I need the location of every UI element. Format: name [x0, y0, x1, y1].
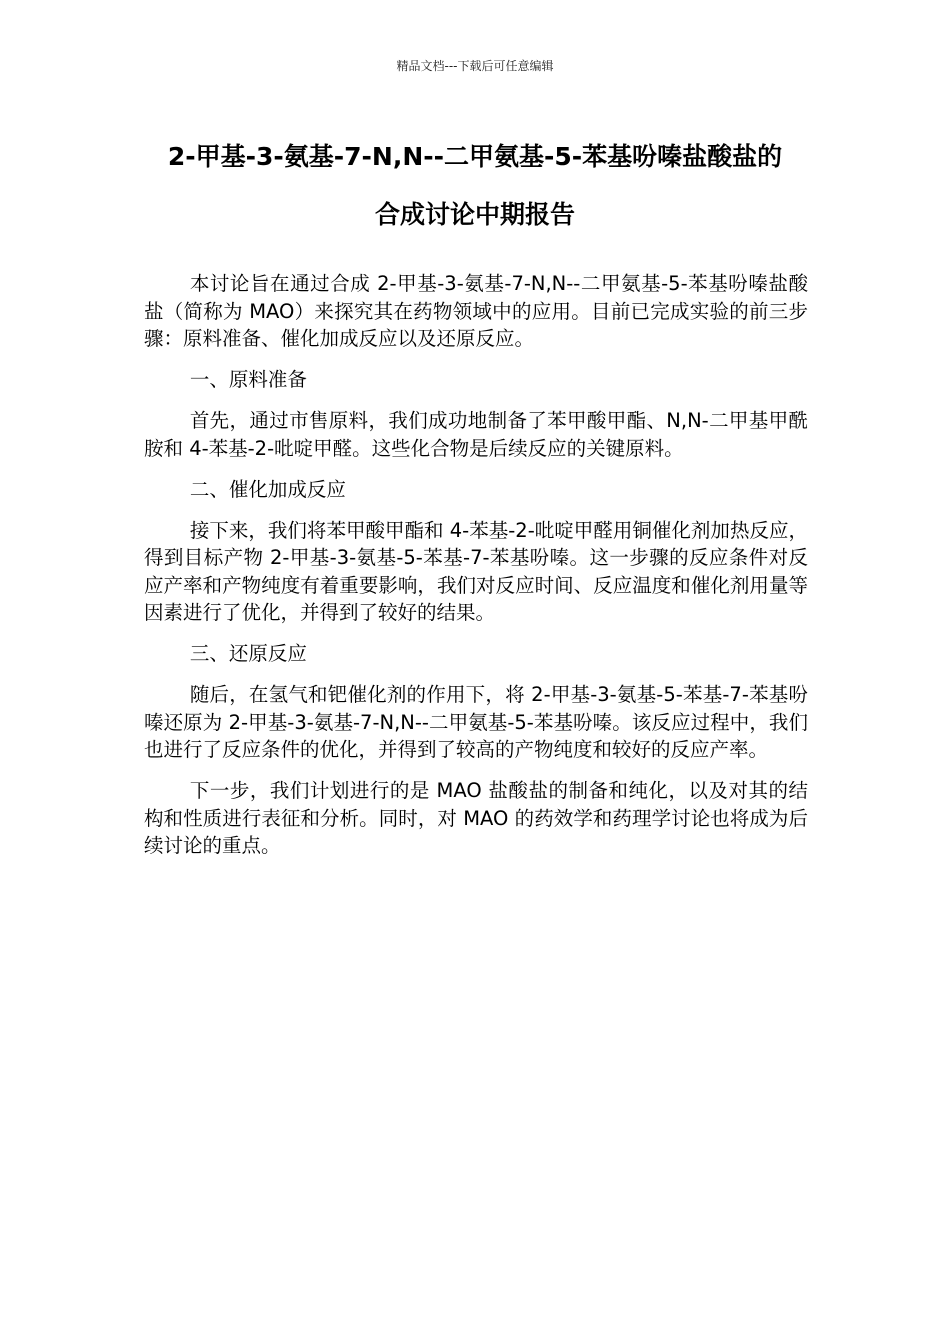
header-note: 精品文档---下载后可任意编辑 — [396, 59, 554, 73]
intro-paragraph: 本讨论旨在通过合成 2-甲基-3-氨基-7-N,N--二甲氨基-5-苯基吩嗪盐酸盐（简称为 MAO）来探究其在药物领域中的应用。目前已完成实验的前三步骤：原料准备、催化加成反应以及还原反应。 — [144, 272, 808, 350]
section-heading-materials: 一、原料准备 — [189, 368, 307, 391]
document-title — [120, 128, 830, 244]
catalytic-addition-paragraph: 接下来，我们将苯甲酸甲酯和 4-苯基-2-吡啶甲醛用铜催化剂加热反应，得到目标产物 2-甲基-3-氨基-5-苯基-7-苯基吩嗪。这一步骤的反应条件对反应产率和产物纯度有着重要影响，我们对反应时间、反应温度和催化剂用量等因素进行了优化，并得到了较好的结果。 — [144, 518, 808, 624]
document-title-line-2: 合成讨论中期报告 — [374, 200, 575, 229]
materials-paragraph: 首先，通过市售原料，我们成功地制备了苯甲酸甲酯、N,N-二甲基甲酰胺和 4-苯基-2-吡啶甲醛。这些化合物是后续反应的关键原料。 — [144, 409, 808, 460]
next-steps-paragraph: 下一步，我们计划进行的是 MAO 盐酸盐的制备和纯化，以及对其的结构和性质进行表征和分析。同时，对 MAO 的药效学和药理学讨论也将成为后续讨论的重点。 — [144, 779, 808, 857]
section-heading-reduction: 三、还原反应 — [189, 642, 307, 665]
section-heading-catalytic-addition: 二、催化加成反应 — [189, 477, 346, 501]
document-body — [144, 270, 808, 873]
reduction-paragraph: 随后，在氢气和钯催化剂的作用下，将 2-甲基-3-氨基-5-苯基-7-苯基吩嗪还原为 2-甲基-3-氨基-7-N,N--二甲氨基-5-苯基吩嗪。该反应过程中，我们也进行了反应条件的优化，并得到了较高的产物纯度和较好的反应产率。 — [144, 683, 808, 761]
document-title-line-1: 2-甲基-3-氨基-7-N,N--二甲氨基-5-苯基吩嗪盐酸盐的 — [167, 142, 783, 171]
